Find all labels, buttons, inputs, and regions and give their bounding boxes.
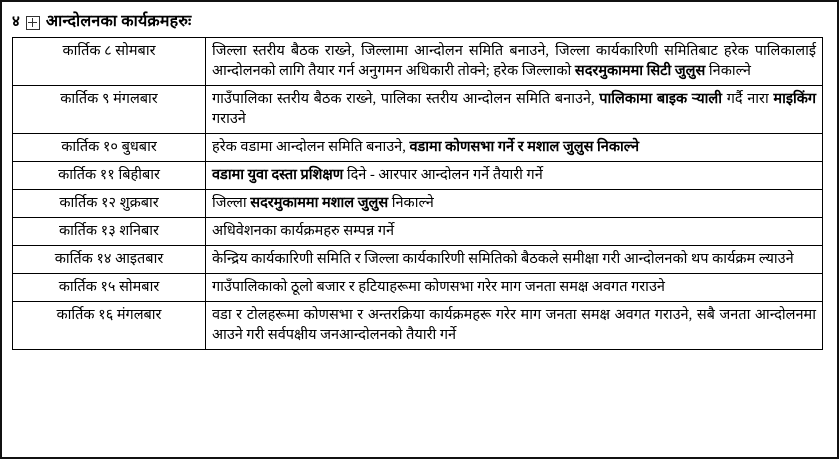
program-cell xyxy=(206,218,823,246)
program-text: जिल्ला स्तरीय बैठक राख्ने, जिल्लामा आन्दोलन समिति बनाउने, जिल्ला कार्यकारिणी समितिबाट हरेक पालिकालाई आन्दोलनको लागि तैयार गर्न अनुगमन अधिकारी तोक्ने; हरेक जिल्लाको xyxy=(212,43,816,79)
program-text: निकाल्ने xyxy=(388,195,434,211)
date-cell: कार्तिक १४ आइतबार xyxy=(13,246,206,274)
program-cell xyxy=(206,274,823,302)
schedule-table-body xyxy=(13,38,823,350)
heading-row xyxy=(12,12,823,32)
table-row xyxy=(13,246,823,274)
program-text: गर्दै नारा xyxy=(722,91,774,107)
program-text: गाउँपालिकाको ठूलो बजार र हटियाहरूमा कोणसभा गरेर माग जनता समक्ष अवगत गराउने xyxy=(212,279,665,295)
table-row xyxy=(13,190,823,218)
document-body xyxy=(2,2,837,457)
program-cell xyxy=(206,190,823,218)
table-row xyxy=(13,162,823,190)
program-cell xyxy=(206,38,823,86)
program-text: केन्द्रिय कार्यकारिणी समिति र जिल्ला कार्यकारिणी समितिको बैठकले समीक्षा गरी आन्दोलनको थप कार्यक्रम ल्याउने xyxy=(212,251,794,267)
program-cell xyxy=(206,246,823,274)
table-row xyxy=(13,302,823,350)
date-cell: कार्तिक ११ बिहीबार xyxy=(13,162,206,190)
program-text: अधिवेशनका कार्यक्रमहरु सम्पन्न गर्ने xyxy=(212,223,395,239)
plus-box-icon xyxy=(26,16,40,30)
program-text: जिल्ला xyxy=(212,195,251,211)
item-number: ४ xyxy=(12,14,20,30)
program-text: हरेक वडामा आन्दोलन समिति बनाउने, xyxy=(212,139,410,155)
table-row xyxy=(13,86,823,134)
program-text-emphasis: पालिकामा बाइक र्‍याली xyxy=(599,91,723,107)
table-row xyxy=(13,274,823,302)
date-cell: कार्तिक १३ शनिबार xyxy=(13,218,206,246)
program-text-emphasis: सदरमुकाममा मशाल जुलुस xyxy=(250,195,389,211)
program-cell xyxy=(206,302,823,350)
program-cell xyxy=(206,86,823,134)
schedule-table xyxy=(12,37,823,350)
program-text-emphasis: वडामा कोणसभा गर्ने र मशाल जुलुस निकाल्ने xyxy=(409,139,640,155)
table-row xyxy=(13,38,823,86)
program-text-emphasis: सदरमुकाममा सिटी जुलुस xyxy=(574,63,706,79)
date-cell: कार्तिक १० बुधबार xyxy=(13,134,206,162)
date-cell: कार्तिक १५ सोमबार xyxy=(13,274,206,302)
program-cell xyxy=(206,134,823,162)
date-cell: कार्तिक १६ मंगलबार xyxy=(13,302,206,350)
program-text: दिने - आरपार आन्दोलन गर्ने तैयारी गर्ने xyxy=(343,167,543,183)
table-row xyxy=(13,134,823,162)
program-text: गाउँपालिका स्तरीय बैठक राख्ने, पालिका स्तरीय आन्दोलन समिति बनाउने, xyxy=(212,91,600,107)
program-text: निकाल्ने xyxy=(705,63,751,79)
program-text-emphasis: माइकिंग xyxy=(773,91,817,107)
program-text-emphasis: वडामा युवा दस्ता प्रशिक्षण xyxy=(212,167,344,183)
table-row xyxy=(13,218,823,246)
date-cell: कार्तिक ८ सोमबार xyxy=(13,38,206,86)
page-title: आन्दोलनका कार्यक्रमहरुः xyxy=(45,13,192,30)
program-text: वडा र टोलहरूमा कोणसभा र अन्तरक्रिया कार्यक्रमहरू गरेर माग जनता समक्ष अवगत गराउने, सबै जनता आन्दोलनमा आउने गरी सर्वपक्षीय जनआन्दोलनको तैयारी गर्ने xyxy=(212,307,816,343)
program-cell xyxy=(206,162,823,190)
program-text: गराउने xyxy=(212,111,246,127)
date-cell: कार्तिक १२ शुक्रबार xyxy=(13,190,206,218)
date-cell: कार्तिक ९ मंगलबार xyxy=(13,86,206,134)
